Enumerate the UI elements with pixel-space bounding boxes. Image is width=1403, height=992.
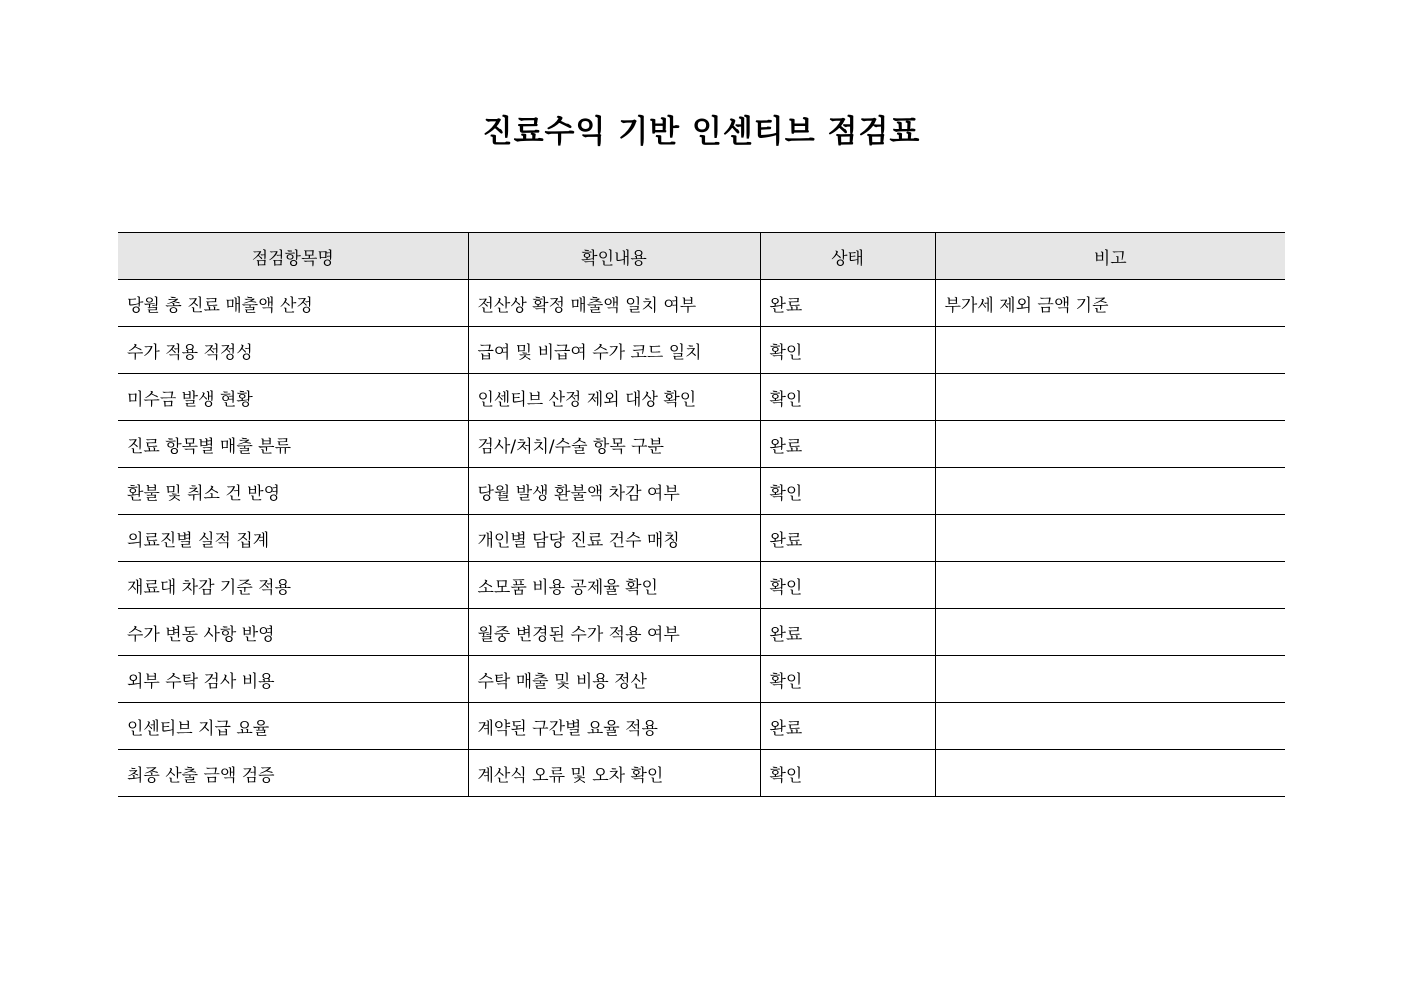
cell-status: 확인 xyxy=(760,562,935,609)
cell-check-content: 검사/처치/수술 항목 구분 xyxy=(468,421,760,468)
cell-item-name: 외부 수탁 검사 비용 xyxy=(118,656,468,703)
page-title: 진료수익 기반 인센티브 점검표 xyxy=(482,114,921,150)
header-check-content: 확인내용 xyxy=(468,233,760,280)
cell-status: 완료 xyxy=(760,609,935,656)
cell-status: 확인 xyxy=(760,327,935,374)
cell-note: 부가세 제외 금액 기준 xyxy=(935,280,1285,327)
cell-status: 완료 xyxy=(760,703,935,750)
cell-note xyxy=(935,374,1285,421)
cell-status: 확인 xyxy=(760,656,935,703)
cell-item-name: 최종 산출 금액 검증 xyxy=(118,750,468,797)
cell-check-content: 당월 발생 환불액 차감 여부 xyxy=(468,468,760,515)
table-row xyxy=(118,609,1285,656)
cell-item-name: 당월 총 진료 매출액 산정 xyxy=(118,280,468,327)
header-item-name: 점검항목명 xyxy=(118,233,468,280)
cell-check-content: 전산상 확정 매출액 일치 여부 xyxy=(468,280,760,327)
cell-check-content: 소모품 비용 공제율 확인 xyxy=(468,562,760,609)
cell-status: 완료 xyxy=(760,421,935,468)
cell-check-content: 인센티브 산정 제외 대상 확인 xyxy=(468,374,760,421)
cell-item-name: 미수금 발생 현황 xyxy=(118,374,468,421)
checklist-table xyxy=(118,232,1285,797)
cell-note xyxy=(935,656,1285,703)
header-note: 비고 xyxy=(935,233,1285,280)
cell-item-name: 수가 변동 사항 반영 xyxy=(118,609,468,656)
table-row xyxy=(118,515,1285,562)
table-row xyxy=(118,374,1285,421)
cell-status: 확인 xyxy=(760,374,935,421)
table-row xyxy=(118,327,1285,374)
cell-item-name: 재료대 차감 기준 적용 xyxy=(118,562,468,609)
cell-item-name: 의료진별 실적 집계 xyxy=(118,515,468,562)
cell-item-name: 인센티브 지급 요율 xyxy=(118,703,468,750)
cell-check-content: 개인별 담당 진료 건수 매칭 xyxy=(468,515,760,562)
cell-note xyxy=(935,703,1285,750)
cell-check-content: 급여 및 비급여 수가 코드 일치 xyxy=(468,327,760,374)
cell-status: 확인 xyxy=(760,750,935,797)
table-row xyxy=(118,421,1285,468)
table-row xyxy=(118,280,1285,327)
table-row xyxy=(118,750,1285,797)
table-row xyxy=(118,703,1285,750)
cell-check-content: 계산식 오류 및 오차 확인 xyxy=(468,750,760,797)
header-status: 상태 xyxy=(760,233,935,280)
cell-check-content: 계약된 구간별 요율 적용 xyxy=(468,703,760,750)
cell-item-name: 수가 적용 적정성 xyxy=(118,327,468,374)
table-header-row xyxy=(118,233,1285,280)
table-row xyxy=(118,656,1285,703)
cell-note xyxy=(935,327,1285,374)
cell-note xyxy=(935,609,1285,656)
cell-status: 확인 xyxy=(760,468,935,515)
cell-status: 완료 xyxy=(760,515,935,562)
cell-note xyxy=(935,750,1285,797)
table-row xyxy=(118,562,1285,609)
cell-status: 완료 xyxy=(760,280,935,327)
cell-note xyxy=(935,468,1285,515)
cell-note xyxy=(935,515,1285,562)
cell-check-content: 수탁 매출 및 비용 정산 xyxy=(468,656,760,703)
cell-item-name: 환불 및 취소 건 반영 xyxy=(118,468,468,515)
cell-item-name: 진료 항목별 매출 분류 xyxy=(118,421,468,468)
cell-note xyxy=(935,421,1285,468)
table-row xyxy=(118,468,1285,515)
cell-check-content: 월중 변경된 수가 적용 여부 xyxy=(468,609,760,656)
cell-note xyxy=(935,562,1285,609)
